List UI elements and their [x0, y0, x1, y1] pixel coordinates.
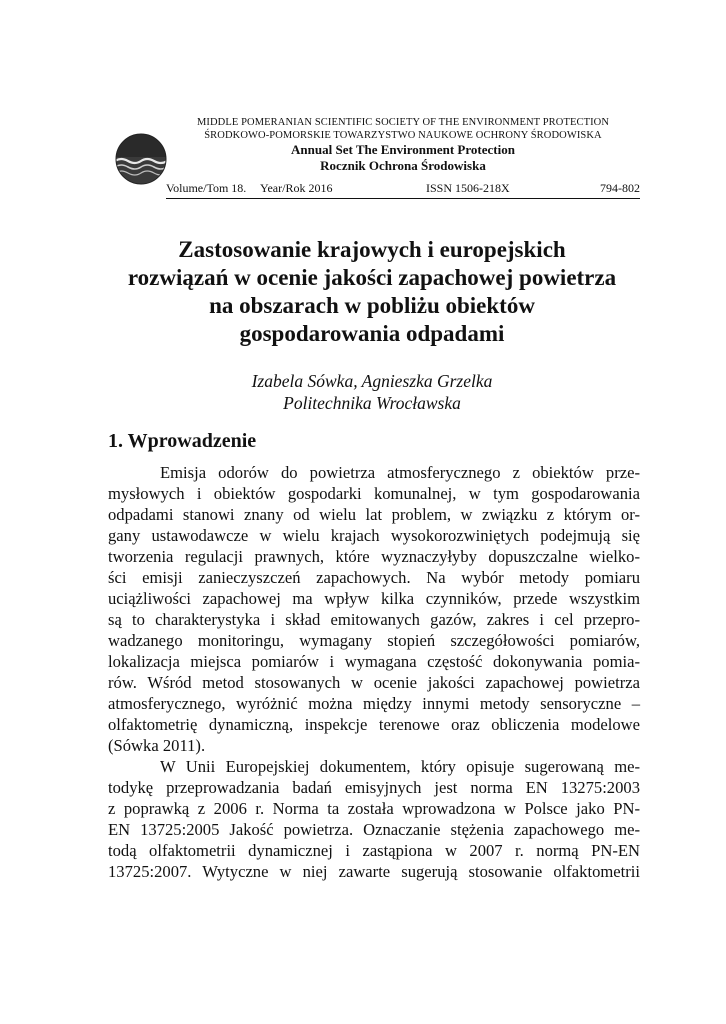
text-line: są to charakterystyka i skład emitowanych gazów, zakres i cel przepro-	[108, 610, 640, 629]
text-line: odpadami stanowi znany od wielu lat problem, w związku z którym or-	[108, 505, 640, 524]
journal-title-pl: Rocznik Ochrona Środowiska	[320, 158, 486, 173]
body-text	[108, 462, 640, 882]
title-line: Zastosowanie krajowych i europejskich	[178, 237, 566, 262]
text-line: todykę przeprowadzania badań emisyjnych jest norma EN 13275:2003	[108, 778, 640, 797]
text-line: ści emisji zanieczyszczeń zapachowych. Na wybór metody pomiaru	[108, 568, 640, 587]
text-line: atmosferycznego, wyróżnić można między innymi metody sensoryczne –	[108, 694, 640, 713]
text-line: uciążliwości zapachowej ma wpływ kilka czynników, przede wszystkim	[108, 589, 640, 608]
text-line: W Unii Europejskiej dokumentem, który opisuje sugerowaną me-	[160, 757, 640, 776]
title-line: na obszarach w pobliżu obiektów	[209, 293, 535, 318]
text-line: Emisja odorów do powietrza atmosferycznego z obiektów prze-	[160, 463, 640, 482]
author-block	[100, 370, 644, 414]
year-label: Year/Rok 2016	[260, 181, 333, 195]
section-heading: 1. Wprowadzenie	[108, 430, 257, 452]
text-line: tworzenia regulacji prawnych, które wyznaczyłyby dopuszczalne wielko-	[108, 547, 640, 566]
text-line: todą olfaktometrii dynamicznej i zastąpiona w 2007 r. normą PN-EN	[108, 841, 640, 860]
text-line: rów. Wśród metod stosowanych w ocenie jakości zapachowej powietrza	[108, 673, 640, 692]
volume-label: Volume/Tom 18.	[166, 181, 247, 195]
text-line: mysłowych i obiektów gospodarki komunalnej, w tym gospodarowania	[108, 484, 640, 503]
text-line: olfaktometrię dynamiczną, inspekcje terenowe oraz obliczenia modelowe	[108, 715, 640, 734]
affiliation: Politechnika Wrocławska	[283, 393, 461, 413]
journal-header	[108, 116, 640, 195]
title-line: rozwiązań w ocenie jakości zapachowej powietrza	[127, 265, 617, 290]
page-range: 794-802	[600, 181, 640, 195]
text-line: wadzanego monitoringu, wymagany stopień szczegółowości pomiarów,	[108, 631, 640, 650]
text-line: lokalizacja miejsca pomiarów i wymagana częstość dokonywania pomia-	[108, 652, 640, 671]
issn-label: ISSN 1506-218X	[426, 181, 510, 195]
text-line: z poprawką z 2006 r. Norma ta została wprowadzona w Polsce jako PN-	[108, 799, 640, 818]
journal-title-en: Annual Set The Environment Protection	[291, 142, 515, 157]
title-line: gospodarowania odpadami	[239, 321, 505, 346]
text-line: gany ustawodawcze w wielu krajach wysokorozwiniętych podejmują się	[108, 526, 640, 545]
society-name-pl: ŚRODKOWO-POMORSKIE TOWARZYSTWO NAUKOWE OCHRONY ŚRODOWISKA	[204, 130, 602, 141]
text-line: EN 13725:2005 Jakość powietrza. Oznaczanie stężenia zapachowego me-	[108, 820, 640, 839]
text-line: 13725:2007. Wytyczne w niej zawarte sugerują stosowanie olfaktometrii	[108, 862, 640, 881]
header-divider	[166, 198, 640, 199]
article-title	[100, 236, 644, 348]
text-line: (Sówka 2011).	[108, 736, 206, 755]
journal-meta	[166, 181, 640, 197]
society-name-en: MIDDLE POMERANIAN SCIENTIFIC SOCIETY OF THE ENVIRONMENT PROTECTION	[196, 117, 610, 128]
author-names: Izabela Sówka, Agnieszka Grzelka	[251, 371, 493, 391]
